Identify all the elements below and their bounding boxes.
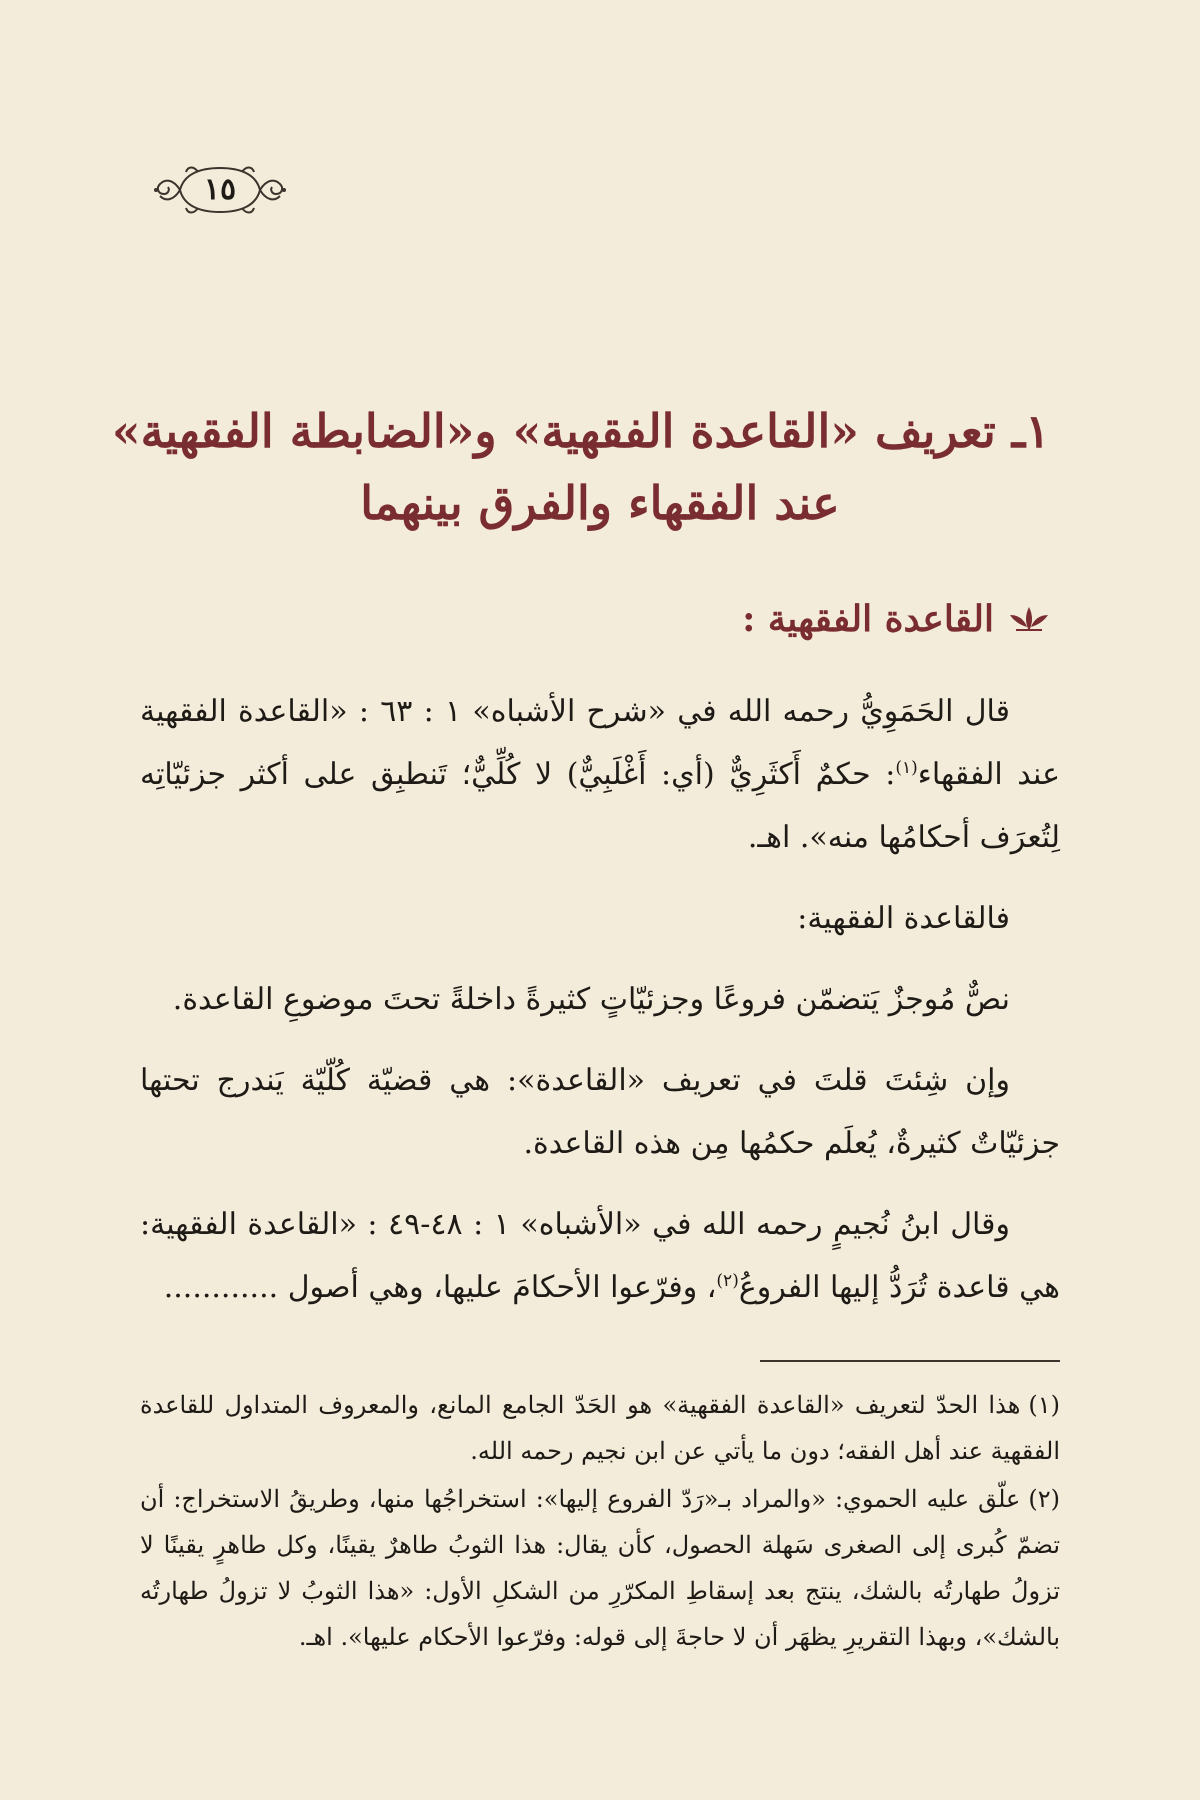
chapter-title (111, 395, 1050, 539)
section-heading-text: القاعدة الفقهية : (742, 598, 994, 640)
footnote-text: هذا الحدّ لتعريف «القاعدة الفقهية» هو الحَدّ الجامع المانع، والمعروف المتداول للقاعدة الفقهية عند أهل الفقه؛ دون ما يأتي عن ابن نجيم رحمه الله. (140, 1391, 1060, 1465)
page-number: ١٥ (203, 172, 237, 207)
footnotes (140, 1382, 1060, 1662)
chapter-title-line-2: عند الفقهاء والفرق بينهما (360, 476, 840, 530)
paragraph-ibn-nujaym-quote: وقال ابنُ نُجيمٍ رحمه الله في «الأشباه» ١ : ٤٨-٤٩ : «القاعدة الفقهية: هي قاعدة تُرَدُّ إليها الفروعُ$^{(٢)}$، وفرّعوا الأحكامَ عليها، وهي أصول ............ (140, 1207, 1060, 1305)
paragraph-definition: نصٌّ مُوجزٌ يَتضمّن فروعًا وجزئيّاتٍ كثيرةً داخلةً تحتَ موضوعِ القاعدة. (172, 982, 1010, 1017)
footnote-ref-2: (٢) (716, 1271, 739, 1291)
section-heading (742, 598, 1050, 640)
footnote-separator (760, 1360, 1060, 1362)
paragraph-alternative-definition: وإن شِئتَ قلتَ في تعريف «القاعدة»: هي قضيّة كُلّيّة يَندرج تحتها جزئيّاتٌ كثيرةٌ، يُعلَم حكمُها مِن هذه القاعدة. (140, 1063, 1060, 1161)
footnote-marker: (١) (1028, 1391, 1060, 1419)
page-number-ornament (150, 160, 290, 220)
footnote-text: علّق عليه الحموي: «والمراد بـ«رَدّ الفروع إليها»: استخراجُها منها، وطريقُ الاستخراج: أن تضمّ كُبرى إلى الصغرى سَهلة الحصول، كأن يقال: هذا الثوبُ طاهرٌ يقينًا، وكل طاهرٍ يقينًا لا تزولُ طهارتُه بالشك، ينتج بعد إسقاطِ المكرّرِ من الشكلِ الأول: «هذا الثوبُ لا تزولُ طهارتُه بالشك»، وبهذا التقريرِ يظهَر أن لا حاجةَ إلى قوله: وفرّعوا الأحكام عليها». اهـ. (140, 1485, 1060, 1651)
chapter-title-line-1: ١ـ تعريف «القاعدة الفقهية» و«الضابطة الفقهية» (111, 404, 1050, 458)
footnote-marker: (٢) (1028, 1485, 1060, 1513)
paragraph-hamawi-quote: قال الحَمَوِيُّ رحمه الله في «شرح الأشباه» ١ : ٦٣ : «القاعدة الفقهية عند الفقهاء$^{(١)}$: حكمٌ أَكثَرِيٌّ (أي: أَغْلَبِيٌّ) لا كُلِّيٌّ؛ تَنطبِق على أكثر جزئيّاتِه لِتُعرَف أحكامُها منه». اهـ. (140, 694, 1061, 855)
continuation-dots: ............ (163, 1270, 279, 1305)
main-text (140, 680, 1060, 1337)
paragraph-conclusion-label: فالقاعدة الفقهية: (797, 901, 1010, 936)
footnote-ref-1: (١) (895, 758, 918, 778)
leaf-ornament-icon (1008, 605, 1050, 633)
footnote-1 (140, 1382, 1060, 1474)
footnote-2 (140, 1476, 1060, 1660)
